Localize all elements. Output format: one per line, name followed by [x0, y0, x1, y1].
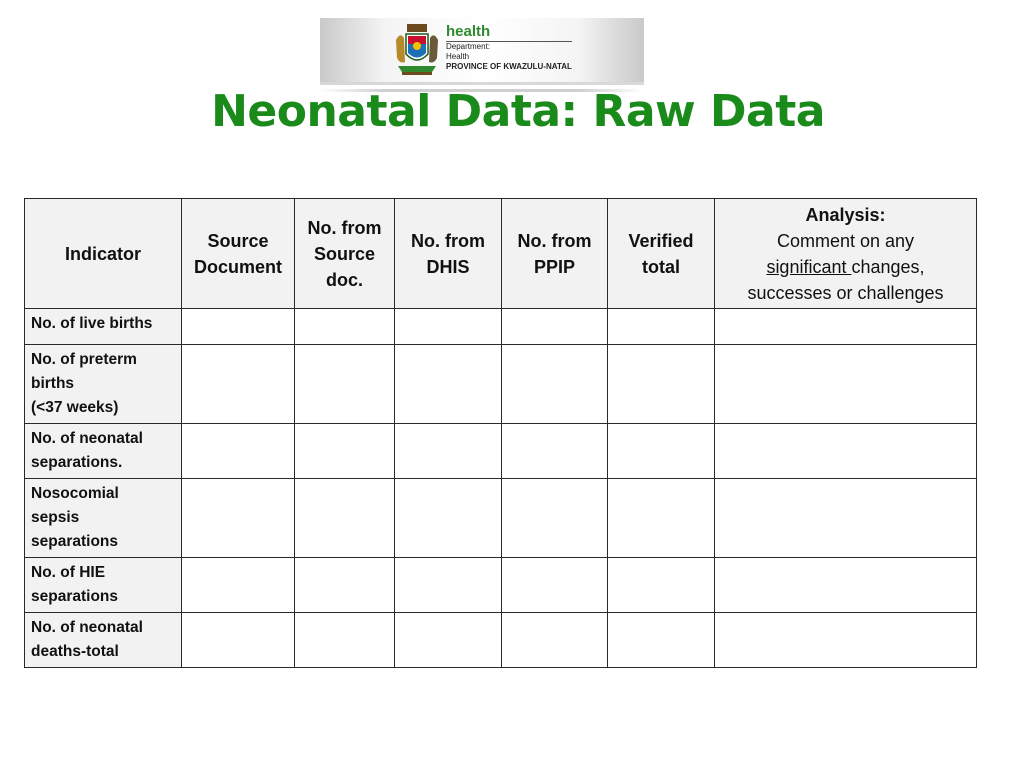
kzn-coat-of-arms-icon	[392, 22, 442, 76]
header-verified-total: Verified total	[608, 199, 715, 309]
header-analysis: Analysis: Comment on any significant changes, successes or challenges	[715, 199, 977, 309]
cell-source-document[interactable]	[182, 424, 295, 479]
cell-analysis[interactable]	[715, 309, 977, 345]
row-indicator: No. of neonatal separations.	[25, 424, 182, 479]
table-row	[25, 424, 977, 479]
cell-verified-total[interactable]	[608, 558, 715, 613]
logo-line: Department:	[446, 42, 491, 51]
cell-no-from-dhis[interactable]	[395, 558, 502, 613]
cell-no-from-ppip[interactable]	[502, 479, 608, 558]
cell-analysis[interactable]	[715, 424, 977, 479]
table-row	[25, 613, 977, 668]
cell-no-from-ppip[interactable]	[502, 345, 608, 424]
cell-verified-total[interactable]	[608, 424, 715, 479]
cell-verified-total[interactable]	[608, 309, 715, 345]
health-logo	[446, 24, 572, 72]
cell-analysis[interactable]	[715, 345, 977, 424]
row-indicator: No. of neonatal deaths-total	[25, 613, 182, 668]
logo-line: Health	[446, 52, 470, 61]
cell-no-from-ppip[interactable]	[502, 424, 608, 479]
header-no-from-dhis: No. from DHIS	[395, 199, 502, 309]
cell-verified-total[interactable]	[608, 479, 715, 558]
cell-verified-total[interactable]	[608, 613, 715, 668]
logo-line: PROVINCE OF KWAZULU-NATAL	[446, 62, 572, 71]
cell-no-from-ppip[interactable]	[502, 613, 608, 668]
cell-no-from-source[interactable]	[295, 479, 395, 558]
cell-no-from-dhis[interactable]	[395, 424, 502, 479]
header-no-from-ppip: No. from PPIP	[502, 199, 608, 309]
row-indicator: No. of live births	[25, 309, 182, 345]
cell-source-document[interactable]	[182, 309, 295, 345]
cell-verified-total[interactable]	[608, 345, 715, 424]
cell-no-from-dhis[interactable]	[395, 345, 502, 424]
cell-no-from-source[interactable]	[295, 613, 395, 668]
cell-no-from-source[interactable]	[295, 309, 395, 345]
cell-analysis[interactable]	[715, 613, 977, 668]
cell-source-document[interactable]	[182, 558, 295, 613]
header-row	[25, 199, 977, 309]
cell-analysis[interactable]	[715, 558, 977, 613]
cell-no-from-source[interactable]	[295, 345, 395, 424]
cell-no-from-dhis[interactable]	[395, 613, 502, 668]
row-indicator: Nosocomial sepsis separations	[25, 479, 182, 558]
header-no-from-source: No. from Source doc.	[295, 199, 395, 309]
page-title: Neonatal Data: Raw Data	[211, 86, 825, 137]
cell-source-document[interactable]	[182, 613, 295, 668]
cell-no-from-dhis[interactable]	[395, 309, 502, 345]
table-row	[25, 345, 977, 424]
table-row	[25, 558, 977, 613]
header-source-document: Source Document	[182, 199, 295, 309]
header-indicator: Indicator	[25, 199, 182, 309]
table-row	[25, 309, 977, 345]
cell-no-from-source[interactable]	[295, 424, 395, 479]
cell-no-from-ppip[interactable]	[502, 558, 608, 613]
neonatal-data-table	[24, 198, 977, 668]
cell-source-document[interactable]	[182, 345, 295, 424]
cell-no-from-source[interactable]	[295, 558, 395, 613]
row-indicator: No. of preterm births (<37 weeks)	[25, 345, 182, 424]
cell-no-from-ppip[interactable]	[502, 309, 608, 345]
cell-analysis[interactable]	[715, 479, 977, 558]
table-row	[25, 479, 977, 558]
logo-title: health	[446, 24, 572, 42]
cell-source-document[interactable]	[182, 479, 295, 558]
row-indicator: No. of HIE separations	[25, 558, 182, 613]
cell-no-from-dhis[interactable]	[395, 479, 502, 558]
